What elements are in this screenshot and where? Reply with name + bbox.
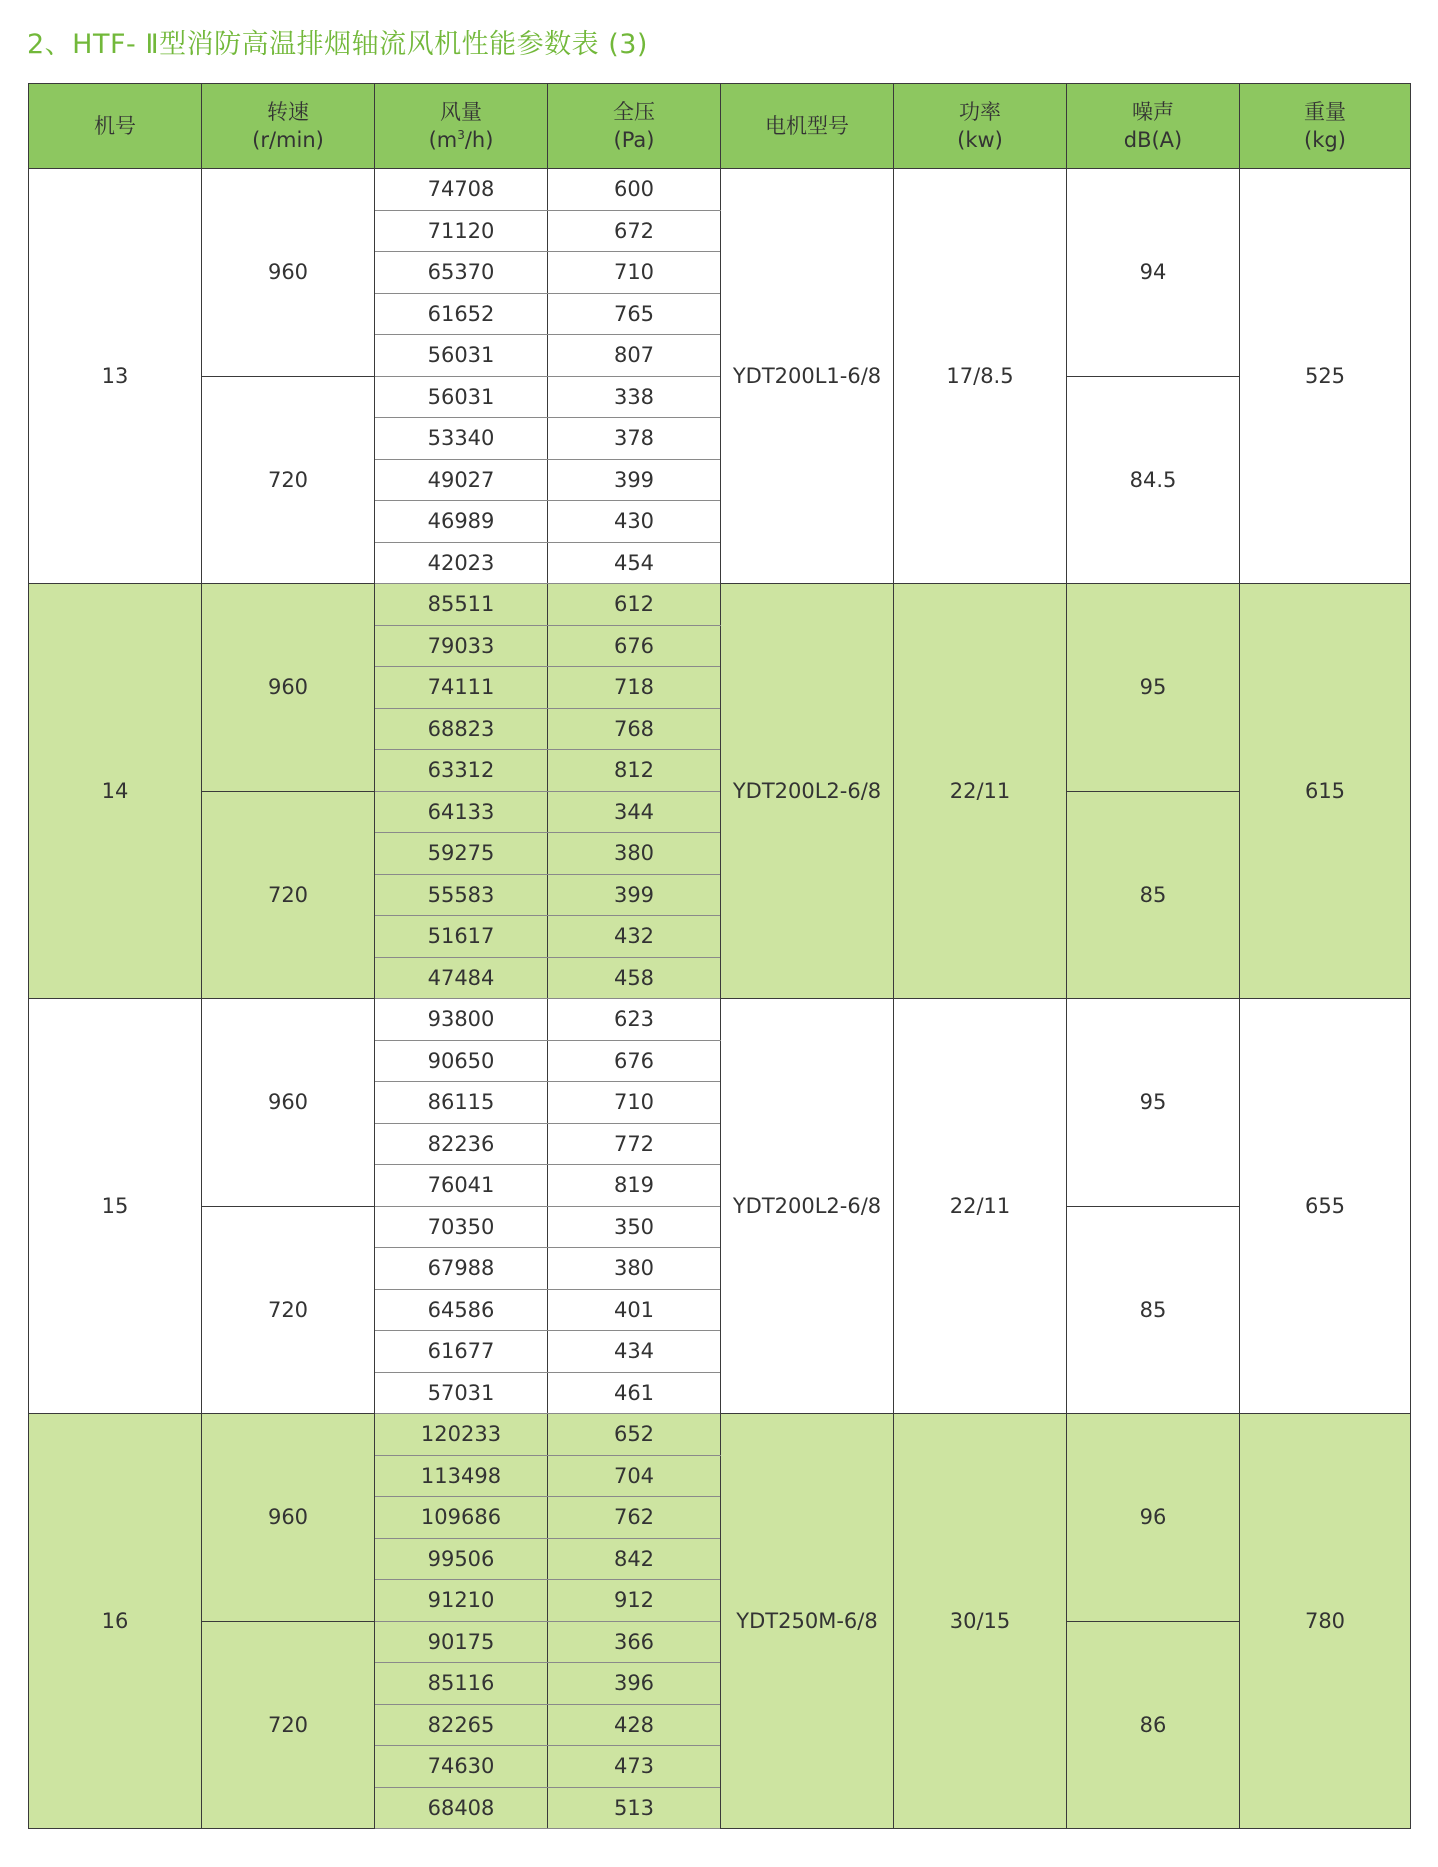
header-flow-unit: $(m^3/h)$ (428, 128, 494, 152)
table-row (29, 1621, 1411, 1663)
flow-cell: 85116 (375, 1663, 548, 1705)
flow-cell: 61652 (375, 293, 548, 335)
flow-cell: 113498 (375, 1455, 548, 1497)
flow-cell: 74630 (375, 1746, 548, 1788)
weight-cell: 780 (1240, 1414, 1411, 1829)
flow-cell: 51617 (375, 916, 548, 958)
pressure-cell: 672 (548, 210, 721, 252)
flow-cell: 64133 (375, 791, 548, 833)
noise-cell: 85 (1067, 1206, 1240, 1414)
header-weight-label: 重量 (1304, 100, 1346, 124)
pressure-cell: 842 (548, 1538, 721, 1580)
flow-cell: 74708 (375, 169, 548, 211)
table-body (29, 169, 1411, 1829)
header-noise-unit: dB(A) (1123, 128, 1183, 152)
flow-cell: 86115 (375, 1082, 548, 1124)
flow-cell: 71120 (375, 210, 548, 252)
motor-cell: YDT200L1-6/8 (721, 169, 894, 584)
pressure-cell: 430 (548, 501, 721, 543)
header-noise-label: 噪声 (1132, 100, 1174, 124)
header-pressure-unit: (Pa) (613, 128, 655, 152)
header-noise (1067, 84, 1240, 169)
pressure-cell: 652 (548, 1414, 721, 1456)
flow-cell: 85511 (375, 584, 548, 626)
flow-cell: 64586 (375, 1289, 548, 1331)
pressure-cell: 366 (548, 1621, 721, 1663)
flow-cell: 99506 (375, 1538, 548, 1580)
speed-cell: 960 (202, 169, 375, 377)
pressure-cell: 812 (548, 750, 721, 792)
flow-cell: 53340 (375, 418, 548, 460)
header-power (894, 84, 1067, 169)
flow-cell: 59275 (375, 833, 548, 875)
model-no-cell: 13 (29, 169, 202, 584)
pressure-cell: 513 (548, 1787, 721, 1829)
pressure-cell: 600 (548, 169, 721, 211)
table-row (29, 1414, 1411, 1456)
header-speed-unit: (r/min) (252, 128, 324, 152)
power-cell: 22/11 (894, 584, 1067, 999)
table-row (29, 1206, 1411, 1248)
table-header (29, 84, 1411, 169)
pressure-cell: 428 (548, 1704, 721, 1746)
noise-cell: 96 (1067, 1414, 1240, 1622)
motor-cell: YDT200L2-6/8 (721, 999, 894, 1414)
pressure-cell: 399 (548, 459, 721, 501)
page-title: 2、HTF- Ⅱ型消防高温排烟轴流风机性能参数表 (3) (27, 29, 648, 60)
power-cell: 22/11 (894, 999, 1067, 1414)
pressure-cell: 718 (548, 667, 721, 709)
noise-cell: 95 (1067, 999, 1240, 1207)
pressure-cell: 772 (548, 1123, 721, 1165)
power-cell: 30/15 (894, 1414, 1067, 1829)
pressure-cell: 623 (548, 999, 721, 1041)
flow-cell: 49027 (375, 459, 548, 501)
pressure-cell: 399 (548, 874, 721, 916)
flow-cell: 47484 (375, 957, 548, 999)
flow-cell: 82265 (375, 1704, 548, 1746)
pressure-cell: 704 (548, 1455, 721, 1497)
header-motor-label: 电机型号 (765, 114, 849, 138)
flow-cell: 57031 (375, 1372, 548, 1414)
motor-cell: YDT200L2-6/8 (721, 584, 894, 999)
speed-cell: 720 (202, 1206, 375, 1414)
motor-cell: YDT250M-6/8 (721, 1414, 894, 1829)
pressure-cell: 912 (548, 1580, 721, 1622)
table-row (29, 584, 1411, 626)
pressure-cell: 454 (548, 542, 721, 584)
pressure-cell: 768 (548, 708, 721, 750)
flow-cell: 90650 (375, 1040, 548, 1082)
flow-cell: 93800 (375, 999, 548, 1041)
flow-cell: 120233 (375, 1414, 548, 1456)
speed-cell: 960 (202, 1414, 375, 1622)
weight-cell: 615 (1240, 584, 1411, 999)
pressure-cell: 807 (548, 335, 721, 377)
power-cell: 17/8.5 (894, 169, 1067, 584)
weight-cell: 655 (1240, 999, 1411, 1414)
table-row (29, 791, 1411, 833)
header-pressure-label: 全压 (613, 100, 655, 124)
noise-cell: 86 (1067, 1621, 1240, 1829)
noise-cell: 95 (1067, 584, 1240, 792)
pressure-cell: 461 (548, 1372, 721, 1414)
flow-cell: 68408 (375, 1787, 548, 1829)
noise-cell: 85 (1067, 791, 1240, 999)
pressure-cell: 350 (548, 1206, 721, 1248)
noise-cell: 84.5 (1067, 376, 1240, 584)
header-speed-label: 转速 (267, 100, 309, 124)
flow-cell: 55583 (375, 874, 548, 916)
weight-cell: 525 (1240, 169, 1411, 584)
flow-cell: 90175 (375, 1621, 548, 1663)
flow-cell: 63312 (375, 750, 548, 792)
flow-cell: 56031 (375, 376, 548, 418)
flow-cell: 61677 (375, 1331, 548, 1373)
model-no-cell: 15 (29, 999, 202, 1414)
noise-cell: 94 (1067, 169, 1240, 377)
flow-cell: 56031 (375, 335, 548, 377)
header-weight-unit: (kg) (1304, 128, 1346, 152)
table-row (29, 376, 1411, 418)
pressure-cell: 473 (548, 1746, 721, 1788)
speed-cell: 960 (202, 584, 375, 792)
pressure-cell: 458 (548, 957, 721, 999)
pressure-cell: 338 (548, 376, 721, 418)
pressure-cell: 676 (548, 1040, 721, 1082)
speed-cell: 720 (202, 1621, 375, 1829)
header-model-no (29, 84, 202, 169)
flow-cell: 46989 (375, 501, 548, 543)
pressure-cell: 344 (548, 791, 721, 833)
pressure-cell: 380 (548, 833, 721, 875)
header-model-no-label: 机号 (94, 114, 136, 138)
pressure-cell: 434 (548, 1331, 721, 1373)
speed-cell: 720 (202, 791, 375, 999)
flow-cell: 67988 (375, 1248, 548, 1290)
model-no-cell: 16 (29, 1414, 202, 1829)
pressure-cell: 710 (548, 252, 721, 294)
flow-cell: 42023 (375, 542, 548, 584)
pressure-cell: 378 (548, 418, 721, 460)
flow-cell: 65370 (375, 252, 548, 294)
speed-cell: 720 (202, 376, 375, 584)
header-power-label: 功率 (959, 100, 1001, 124)
pressure-cell: 765 (548, 293, 721, 335)
pressure-cell: 819 (548, 1165, 721, 1207)
header-speed (202, 84, 375, 169)
flow-cell: 70350 (375, 1206, 548, 1248)
pressure-cell: 762 (548, 1497, 721, 1539)
flow-cell: 91210 (375, 1580, 548, 1622)
pressure-cell: 612 (548, 584, 721, 626)
header-flow (375, 84, 548, 169)
flow-cell: 79033 (375, 625, 548, 667)
pressure-cell: 396 (548, 1663, 721, 1705)
flow-cell: 76041 (375, 1165, 548, 1207)
pressure-cell: 432 (548, 916, 721, 958)
speed-cell: 960 (202, 999, 375, 1207)
model-no-cell: 14 (29, 584, 202, 999)
table-row (29, 169, 1411, 211)
flow-cell: 68823 (375, 708, 548, 750)
pressure-cell: 710 (548, 1082, 721, 1124)
flow-cell: 82236 (375, 1123, 548, 1165)
flow-cell: 109686 (375, 1497, 548, 1539)
pressure-cell: 380 (548, 1248, 721, 1290)
header-weight (1240, 84, 1411, 169)
table-row (29, 999, 1411, 1041)
header-pressure (548, 84, 721, 169)
flow-cell: 74111 (375, 667, 548, 709)
header-motor (721, 84, 894, 169)
pressure-cell: 676 (548, 625, 721, 667)
header-flow-label: 风量 (440, 100, 482, 124)
pressure-cell: 401 (548, 1289, 721, 1331)
performance-table (28, 83, 1411, 1829)
header-power-unit: (kw) (957, 128, 1003, 152)
